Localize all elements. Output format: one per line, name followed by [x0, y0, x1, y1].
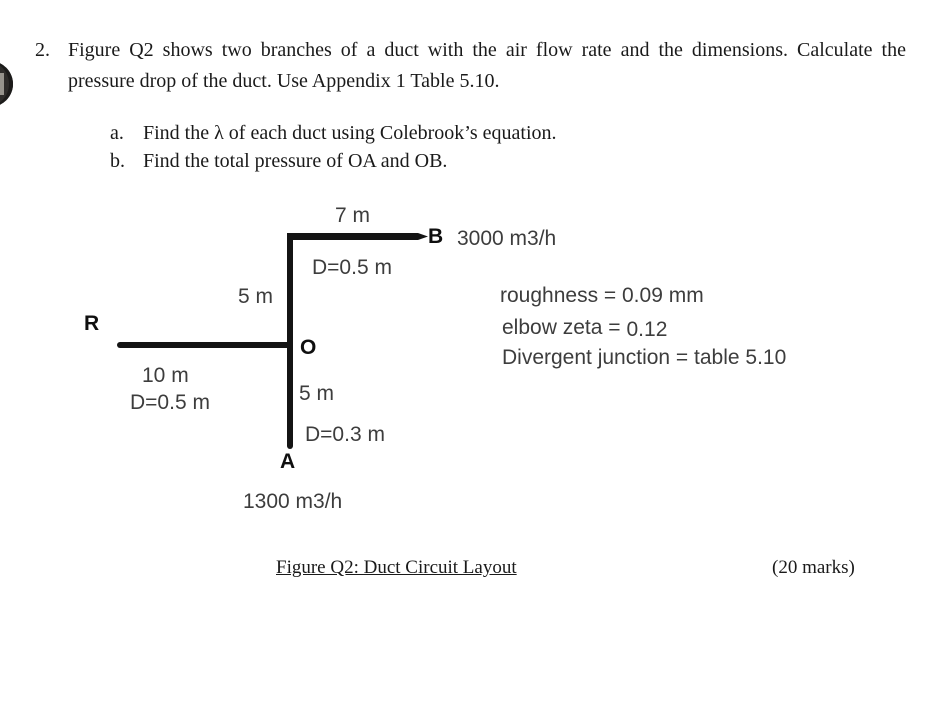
param-elbow-label: elbow zeta = [502, 316, 621, 339]
node-b: B [428, 225, 444, 248]
label-flow-b: 3000 m3/h [457, 227, 557, 250]
label-length-lower: 5 m [299, 382, 335, 405]
param-roughness: roughness = 0.09 mm [500, 284, 704, 307]
subitem-b-label: b. [110, 150, 125, 172]
question-text: Figure Q2 shows two branches of a duct with the air flow rate and the dimensions. Calculate the pressure drop of the duct. Use Appendix 1 Table 5.10. [68, 39, 906, 92]
duct-line-ob [287, 233, 428, 240]
figure-caption: Figure Q2: Duct Circuit Layout [276, 557, 517, 578]
duct-line-vertical-oab [287, 233, 293, 449]
question-number: 2. [35, 39, 50, 61]
marks-label: (20 marks) [772, 557, 855, 578]
clipped-circle-icon-detail [0, 73, 4, 95]
param-elbow [502, 316, 667, 339]
subitem-a-text: Find the λ of each duct using Colebrook’s equation. [143, 122, 557, 144]
label-length-top: 7 m [335, 204, 371, 227]
subitem-b-text: Find the total pressure of OA and OB. [143, 150, 448, 172]
param-elbow-value: 0.12 [626, 318, 668, 341]
label-length-upper: 5 m [238, 285, 274, 308]
param-divergent: Divergent junction = table 5.10 [502, 346, 787, 369]
duct-line-ro [117, 342, 290, 348]
label-diameter-lower: D=0.3 m [305, 423, 385, 446]
label-flow-a: 1300 m3/h [243, 490, 343, 513]
clipped-circle-icon [0, 61, 13, 107]
subitem-a-label: a. [110, 122, 124, 144]
label-diameter-top: D=0.5 m [312, 256, 392, 279]
label-length-left: 10 m [142, 364, 189, 387]
label-diameter-left: D=0.5 m [130, 391, 210, 414]
node-a: A [280, 450, 296, 473]
node-o: O [300, 336, 317, 359]
node-r: R [84, 312, 100, 335]
